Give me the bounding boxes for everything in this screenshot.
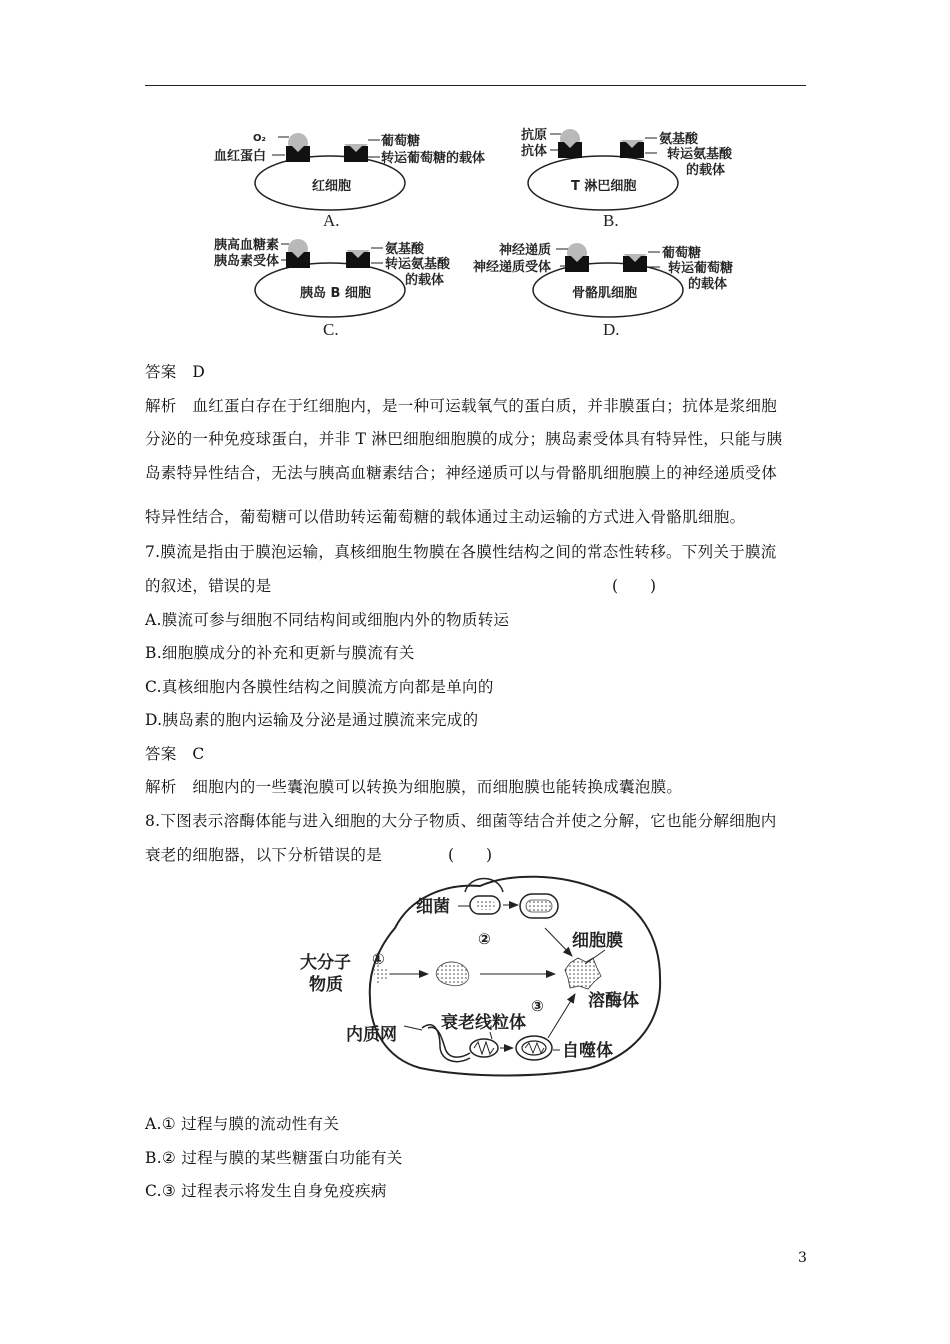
label-glucose-carrier-d: 转运葡萄糖 [668, 261, 734, 276]
step-3: ③ [531, 997, 544, 1015]
label-old-mitochondrion: 衰老线粒体 [441, 1013, 526, 1033]
q6-analysis-line: 岛素特异性结合，无法与胰高血糖素结合；神经递质可以与骨骼肌细胞膜上的神经递质受体 [145, 464, 778, 482]
diagram-d [473, 242, 733, 339]
label-glucose-d: 葡萄糖 [662, 246, 702, 261]
label-glucagon: 胰高血糖素 [214, 238, 280, 253]
q7-answer: 答案 C [145, 745, 205, 763]
q7-option-b: B.细胞膜成分的补充和更新与膜流有关 [145, 644, 415, 662]
label-glucose-a: 葡萄糖 [381, 134, 421, 149]
label-cell-membrane: 细胞膜 [572, 931, 623, 951]
cell-name-a: 红细胞 [312, 179, 352, 194]
q6-analysis-line: 特异性结合，葡萄糖可以借助转运葡萄糖的载体通过主动运输的方式进入骨骼肌细胞。 [145, 508, 746, 526]
caption-c: C. [323, 320, 339, 339]
label-amino-acid-c: 氨基酸 [385, 242, 425, 257]
step-2: ② [478, 930, 491, 948]
q6-analysis-line: 分泌的一种免疫球蛋白，并非 T 淋巴细胞细胞膜的成分；胰岛素受体具有特异性，只能与胰 [145, 430, 783, 448]
label-aa-carrier-b: 转运氨基酸 [667, 147, 733, 162]
cell-name-c: 胰岛 B 细胞 [300, 286, 371, 301]
lysosome-diagram [0, 868, 950, 1083]
diagram-b [521, 127, 733, 230]
q8-option-a: A.① 过程与膜的流动性有关 [145, 1115, 340, 1133]
caption-b: B. [603, 211, 619, 230]
label-hemoglobin: 血红蛋白 [214, 149, 267, 164]
q6-option-diagrams [0, 0, 950, 350]
cell-name-b: T 淋巴细胞 [571, 179, 637, 194]
q7-answer-paren: ( ) [612, 577, 657, 595]
label-autophagosome: 自噬体 [562, 1041, 613, 1061]
q8-option-b: B.② 过程与膜的某些糖蛋白功能有关 [145, 1149, 403, 1167]
label-antigen: 抗原 [521, 128, 548, 143]
q7-stem-line: 7.膜流是指由于膜泡运输，真核细胞生物膜在各膜性结构之间的常态性转移。下列关于膜流 [145, 543, 777, 561]
label-lysosome: 溶酶体 [588, 991, 639, 1011]
q6-analysis-line: 解析 血红蛋白存在于红细胞内，是一种可运载氧气的蛋白质，并非膜蛋白；抗体是浆细胞 [145, 397, 778, 415]
page-number: 3 [798, 1250, 807, 1266]
step-1: ① [372, 950, 385, 968]
q7-stem-line: 的叙述，错误的是 [145, 577, 272, 595]
label-bacteria: 细菌 [416, 897, 450, 917]
caption-d: D. [603, 320, 620, 339]
label-glucose-carrier-d2: 的载体 [688, 277, 728, 292]
label-nt-receptor: 神经递质受体 [473, 260, 552, 275]
diagram-c [214, 237, 451, 339]
q7-option-c: C.真核细胞内各膜性结构之间膜流方向都是单向的 [145, 678, 494, 696]
label-substance: 物质 [309, 975, 343, 995]
caption-a: A. [323, 211, 340, 230]
q6-answer: 答案 D [145, 363, 206, 381]
label-aa-carrier-c2: 的载体 [405, 273, 445, 288]
label-er: 内质网 [346, 1025, 397, 1045]
cell-membrane [370, 877, 660, 1076]
label-neurotransmitter: 神经递质 [499, 243, 552, 258]
label-o2: O₂ [253, 133, 266, 144]
q8-answer-paren: ( ) [448, 846, 493, 864]
q7-option-a: A.膜流可参与细胞不同结构间或细胞内外的物质转运 [145, 611, 510, 629]
label-glucose-carrier-a: 转运葡萄糖的载体 [381, 151, 486, 166]
label-insulin-receptor: 胰岛素受体 [214, 254, 280, 269]
label-aa-carrier-c: 转运氨基酸 [385, 257, 451, 272]
q8-stem-line: 衰老的细胞器，以下分析错误的是 [145, 846, 383, 864]
label-antibody: 抗体 [521, 144, 548, 159]
lysosome [565, 958, 601, 989]
diagram-a [214, 133, 485, 230]
label-amino-acid-b: 氨基酸 [659, 132, 699, 147]
q8-option-c: C.③ 过程表示将发生自身免疫疾病 [145, 1182, 387, 1200]
endocytic-vesicle [436, 962, 468, 986]
label-aa-carrier-b2: 的载体 [686, 163, 726, 178]
q7-option-d: D.胰岛素的胞内运输及分泌是通过膜流来完成的 [145, 711, 479, 729]
label-macromolecule: 大分子 [300, 953, 351, 973]
q8-stem-line: 8.下图表示溶酶体能与进入细胞的大分子物质、细菌等结合并使之分解，它也能分解细胞内 [145, 812, 777, 830]
cell-name-d: 骨骼肌细胞 [572, 286, 638, 301]
q7-analysis: 解析 细胞内的一些囊泡膜可以转换为细胞膜，而细胞膜也能转换成囊泡膜。 [145, 778, 683, 796]
